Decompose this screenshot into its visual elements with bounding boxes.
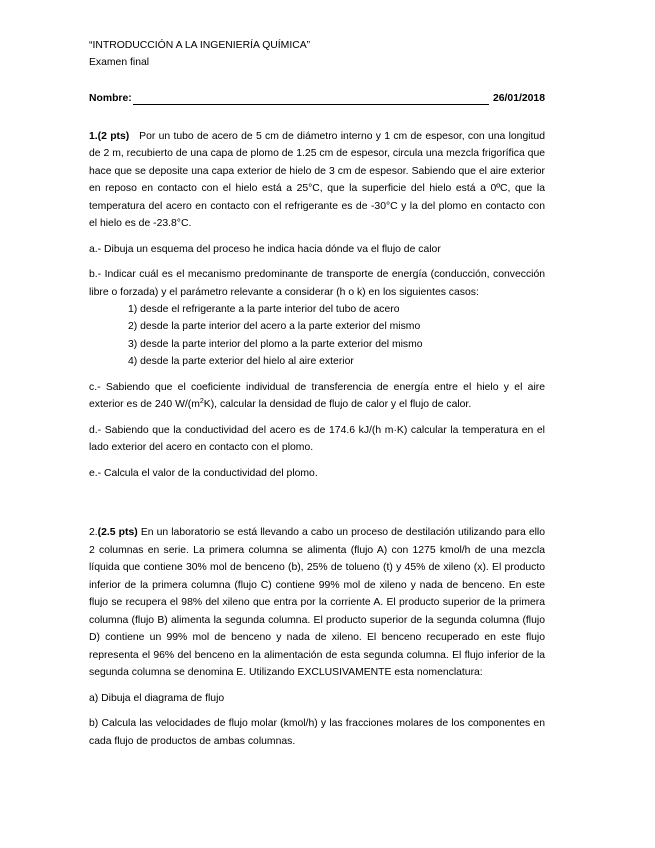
list-item: 4) desde la parte exterior del hielo al aire exterior [128,356,354,368]
question-1-points: (2 pts) [97,130,130,142]
question-1c-superscript: 2 [199,398,204,406]
question-1a: a.- Dibuja un esquema del proceso he indica hacia dónde va el flujo de calor [89,243,441,255]
exam-type: Examen final [89,57,150,68]
question-2-points: (2.5 pts) [97,527,138,539]
question-1d: d.- Sabiendo que la conductividad del acero es de 174.6 kJ/(h m·K) calcular la temperatura en el lado exterior del acero en contacto con el plomo. [89,424,545,454]
question-2-text: En un laboratorio se está llevando a cabo un proceso de destilación utilizando para ello 2 columnas en serie. La primera columna se alimenta (flujo A) con 1275 kmol/h de una mezcla líquida que contiene 30% mol de benceno (b), 25% de tolueno (t) y 45% de xileno (x). El producto inferior de la primera columna (flujo C) contiene 99% mol de xileno y nada de benceno. En este flujo se recupera el 98% del xileno que entra por la corriente A. El producto superior de la primera columna (flujo B) alimenta la segunda columna. El producto superior de la segunda columna (flujo D) contiene un 99% mol de benceno y nada de xileno. El benceno recuperado en este flujo representa el 96% del benceno en la alimentación de esta segunda columna. El flujo inferior de la segunda columna se denomina E. Utilizando EXCLUSIVAMENTE esta nomenclatura: [89,527,546,679]
exam-content [89,37,545,750]
question-2a: a) Dibuja el diagrama de flujo [89,692,225,704]
list-item: 3) desde la parte interior del plomo a la parte exterior del mismo [128,338,423,350]
name-blank-line[interactable] [133,93,489,105]
question-2b: b) Calcula las velocidades de flujo molar (kmol/h) y las fracciones molares de los componentes en cada flujo de productos de ambas columnas. [89,718,545,747]
list-item: 2) desde la parte interior del acero a la parte exterior del mismo [128,321,421,333]
question-1-number: 1. [89,130,98,142]
question-1c [89,379,545,414]
question-1b-list [89,301,545,371]
course-title: “INTRODUCCIÓN A LA INGENIERÍA QUÍMICA” [89,40,311,51]
name-label: Nombre: [89,93,132,104]
question-1b: b.- Indicar cuál es el mecanismo predominante de transporte de energía (conducción, convección libre o forzada) y el parámetro relevante a considerar (h o k) en los siguientes casos: [89,269,545,298]
question-1c-text-end: K), calcular la densidad de flujo de calor y el flujo de calor. [203,399,472,411]
question-1-text: Por un tubo de acero de 5 cm de diámetro interno y 1 cm de espesor, con una longitud de 2 m, recubierto de una capa de plomo de 1.25 cm de espesor, circula una mezcla frigorífica que hace que se deposite una capa exterior de hielo de 3 cm de espesor. Sabiendo que el aire exterior en reposo en contacto con el hielo está a 25°C, que la superficie del hielo está a 0ºC, que la temperatura del acero en contacto con el refrigerante es de -30°C y la del plomo en contacto con el hielo es de -23.8°C. [89,130,545,229]
question-1c-text-start: c.- Sabiendo que el coeficiente individual de transferencia de energía entre el hielo y el aire exterior es de 240 W/(m [89,381,545,411]
question-2-statement [89,524,545,682]
list-item: 1) desde el refrigerante a la parte interior del tubo de acero [128,304,400,315]
question-1-statement [89,128,545,233]
question-2-number: 2. [89,527,98,539]
name-row [89,90,545,108]
exam-date: 26/01/2018 [492,93,545,104]
exam-header [89,37,545,71]
question-1e: e.- Calcula el valor de la conductividad del plomo. [89,467,318,479]
